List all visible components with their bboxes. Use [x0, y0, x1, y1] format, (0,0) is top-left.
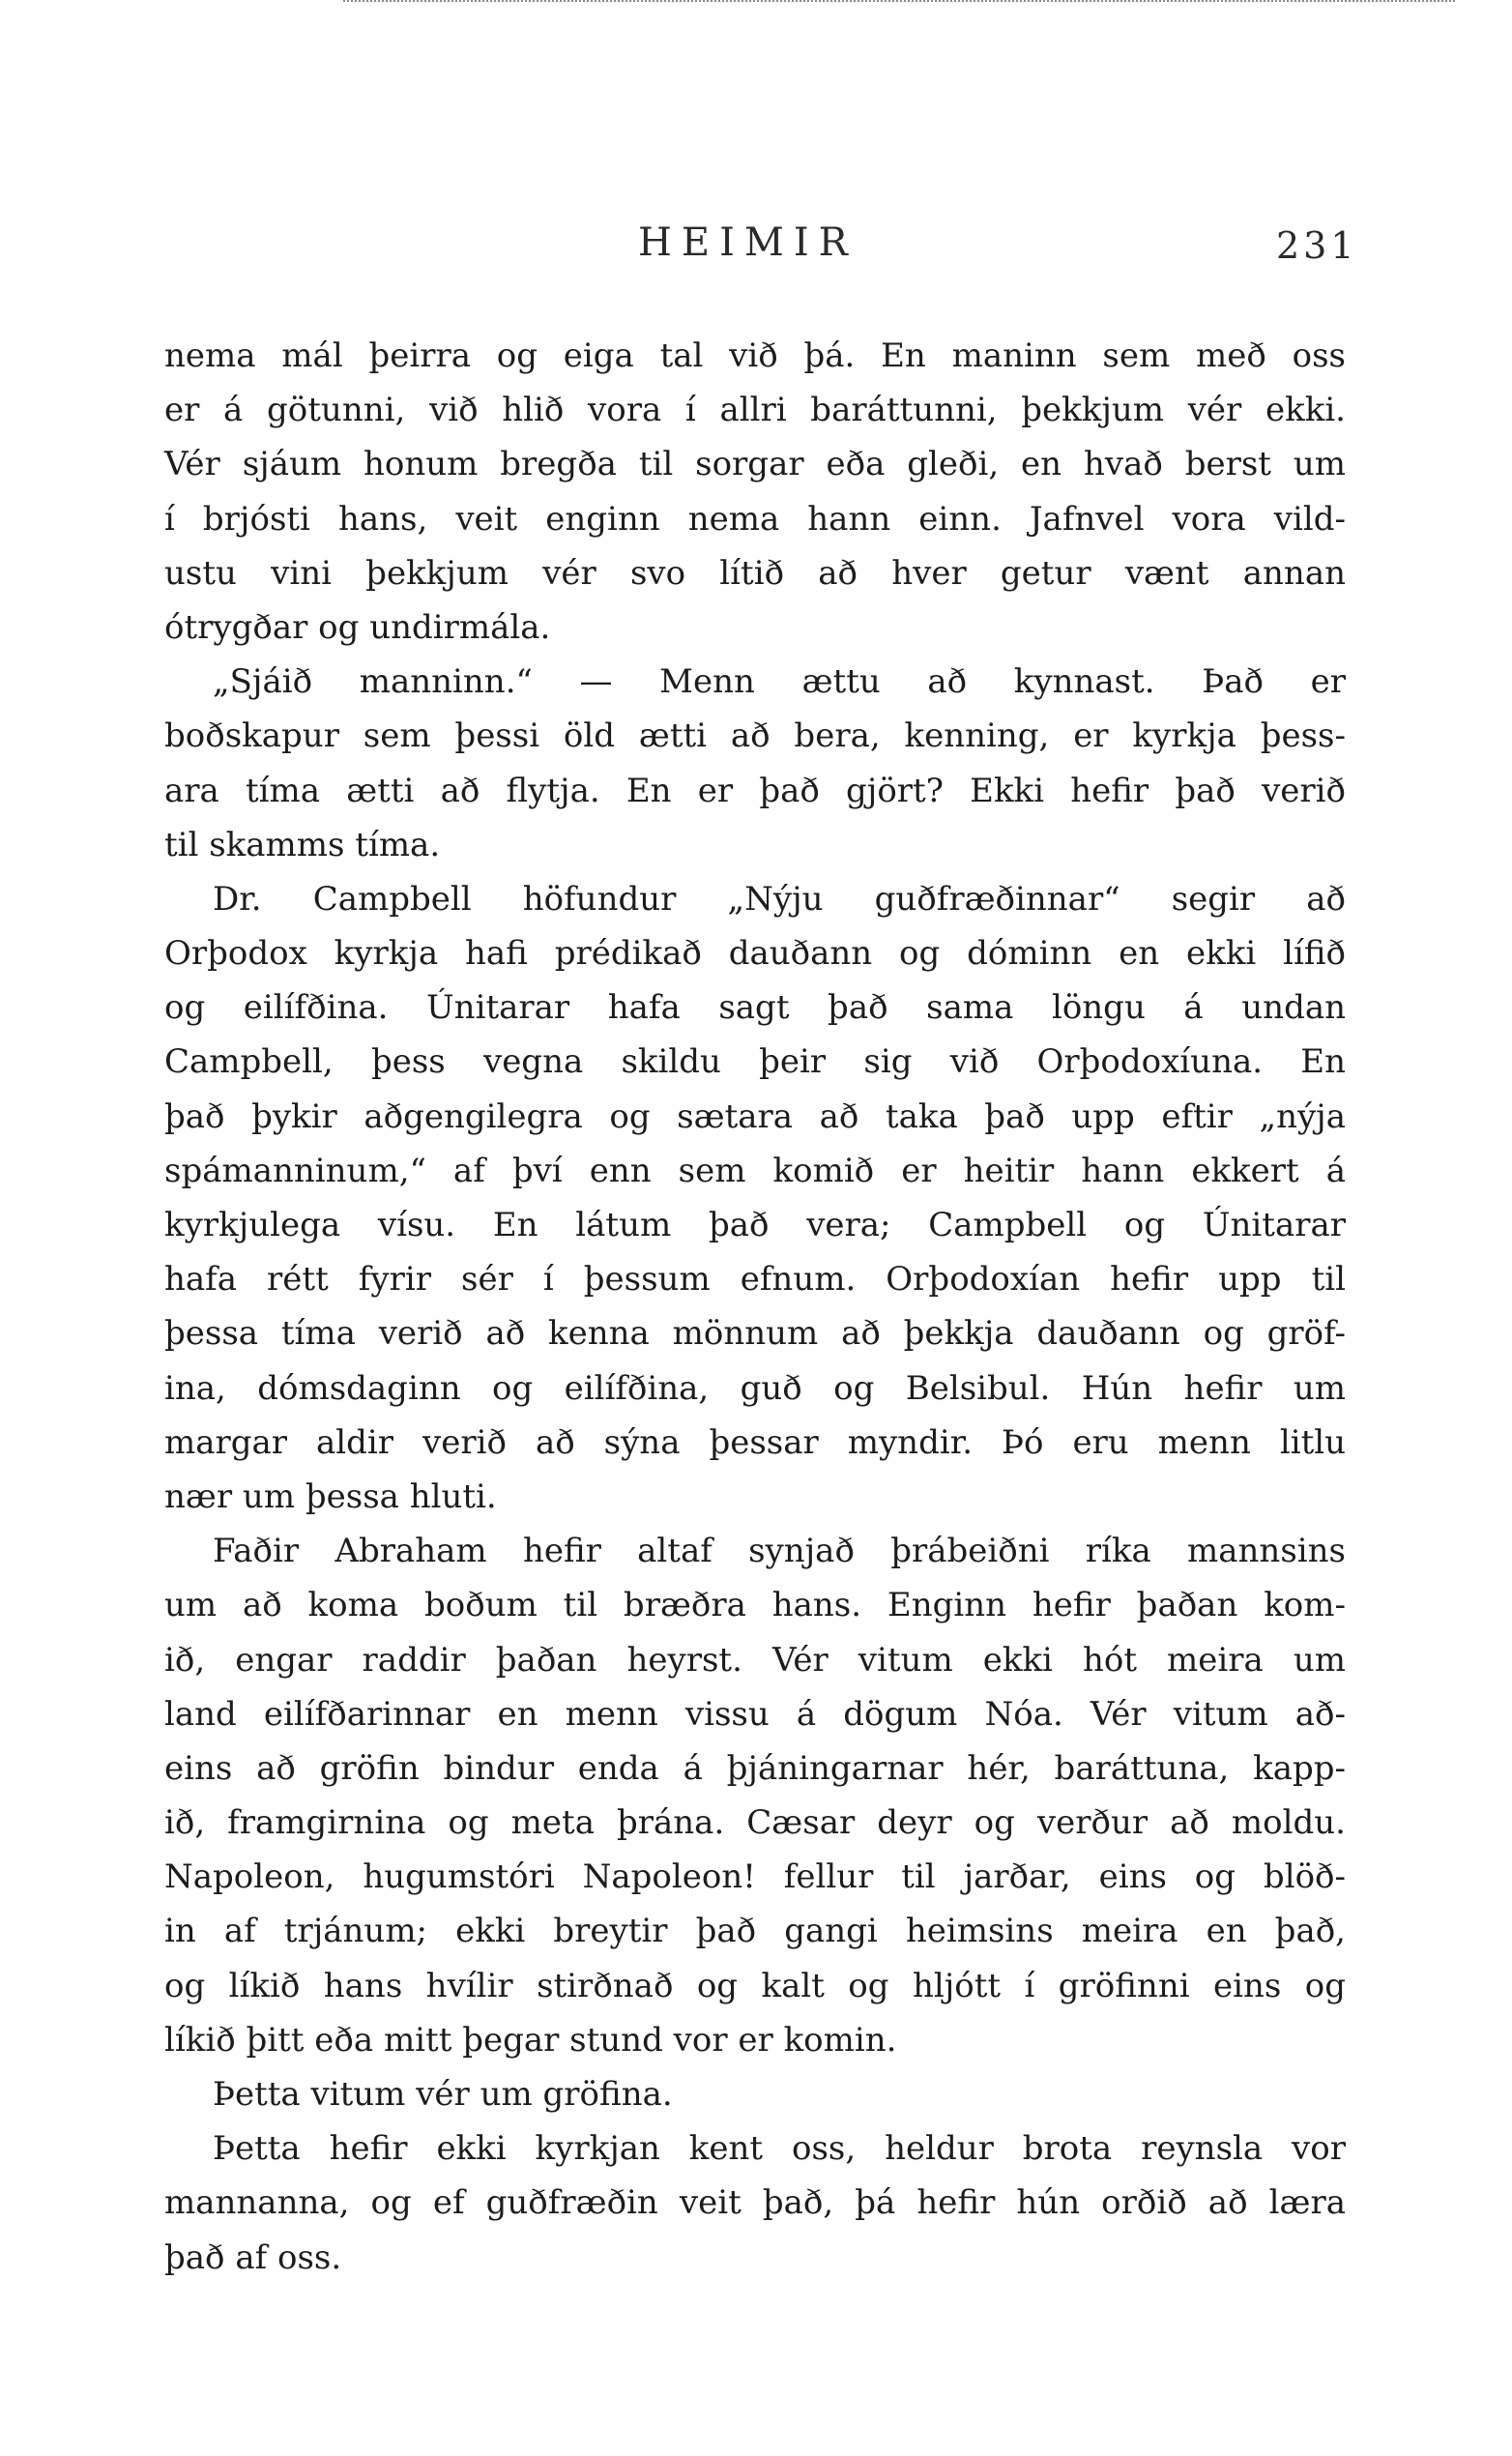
text-line: og eilífðina. Únitarar hafa sagt það sama löngu á undan — [164, 988, 1346, 1028]
text-line: Napoleon, hugumstóri Napoleon! fellur til jarðar, eins og blöð- — [164, 1857, 1346, 1897]
paragraph — [164, 2067, 1346, 2121]
paragraph — [164, 329, 1346, 655]
text-line: boðskapur sem þessi öld ætti að bera, kenning, er kyrkja þess- — [164, 716, 1346, 756]
paragraph — [164, 1524, 1346, 2067]
text-line: til skamms tíma. — [164, 825, 441, 864]
text-line: Þetta vitum vér um gröfina. — [213, 2075, 673, 2114]
paragraph — [164, 655, 1346, 872]
text-line: hafa rétt fyrir sér í þessum efnum. Orþodoxían hefir upp til — [164, 1260, 1346, 1300]
text-line: Orþodox kyrkja hafi prédikað dauðann og dóminn en ekki lífið — [164, 934, 1346, 974]
text-line: það af oss. — [164, 2237, 342, 2277]
text-line: nema mál þeirra og eiga tal við þá. En maninn sem með oss — [164, 336, 1346, 375]
text-line: ið, engar raddir þaðan heyrst. Vér vitum ekki hót meira um — [164, 1640, 1346, 1680]
text-line: líkið þitt eða mitt þegar stund vor er komin. — [164, 2020, 897, 2060]
text-line: Faðir Abraham hefir altaf synjað þrábeiðni ríka mannsins — [213, 1532, 1346, 1571]
paragraph — [164, 872, 1346, 1524]
text-line: Dr. Campbell höfundur „Nýju guðfræðinnar“ segir að — [213, 879, 1346, 919]
text-line: þessa tíma verið að kenna mönnum að þekkja dauðann og gröf- — [164, 1314, 1346, 1354]
text-line: það þykir aðgengilegra og sætara að taka það upp eftir „nýja — [164, 1096, 1346, 1136]
text-line: margar aldir verið að sýna þessar myndir. Þó eru menn litlu — [164, 1422, 1346, 1462]
text-line: ina, dómsdaginn og eilífðina, guð og Belsibul. Hún hefir um — [164, 1368, 1346, 1408]
text-line: Vér sjáum honum bregða til sorgar eða gleði, en hvað berst um — [164, 445, 1346, 484]
text-line: nær um þessa hluti. — [164, 1477, 497, 1516]
text-line: kyrkjulega vísu. En látum það vera; Campbell og Únitarar — [164, 1206, 1346, 1244]
text-line: in af trjánum; ekki breytir það gangi heimsins meira en það, — [164, 1912, 1346, 1951]
paragraph — [164, 2121, 1346, 2285]
text-line: ið, framgirnina og meta þrána. Cæsar deyr og verður að moldu. — [164, 1803, 1346, 1843]
text-line: og líkið hans hvílir stirðnað og kalt og hljótt í gröfinni eins og — [164, 1966, 1346, 2005]
text-line: ustu vini þekkjum vér svo lítið að hver getur vænt annan — [164, 553, 1346, 593]
text-line: „Sjáið manninn.“ — Menn ættu að kynnast. Það er — [213, 662, 1346, 702]
page-number: 231 — [1276, 224, 1358, 267]
text-line: Campbell, þess vegna skildu þeir sig við Orþodoxíuna. En — [164, 1042, 1346, 1082]
text-line: um að koma boðum til bræðra hans. Enginn hefir þaðan kom- — [164, 1586, 1346, 1625]
body-text — [164, 329, 1346, 2285]
top-edge-rule — [343, 0, 1455, 6]
running-head: HEIMIR — [638, 220, 858, 265]
text-line: ara tíma ætti að flytja. En er það gjört? Ekki hefir það verið — [164, 771, 1346, 810]
text-line: eins að gröfin bindur enda á þjáningarnar hér, baráttuna, kapp- — [164, 1748, 1346, 1788]
text-line: ótrygðar og undirmála. — [164, 607, 551, 647]
text-line: spámanninum,“ af því enn sem komið er heitir hann ekkert á — [164, 1151, 1346, 1190]
text-line: er á götunni, við hlið vora í allri baráttunni, þekkjum vér ekki. — [164, 391, 1346, 430]
text-line: mannanna, og ef guðfræðin veit það, þá hefir hún orðið að læra — [164, 2183, 1346, 2223]
text-line: land eilífðarinnar en menn vissu á dögum Nóa. Vér vitum að- — [164, 1694, 1346, 1734]
text-line: í brjósti hans, veit enginn nema hann einn. Jafnvel vora vild- — [164, 499, 1346, 539]
text-line: Þetta hefir ekki kyrkjan kent oss, heldur brota reynsla vor — [213, 2129, 1346, 2169]
